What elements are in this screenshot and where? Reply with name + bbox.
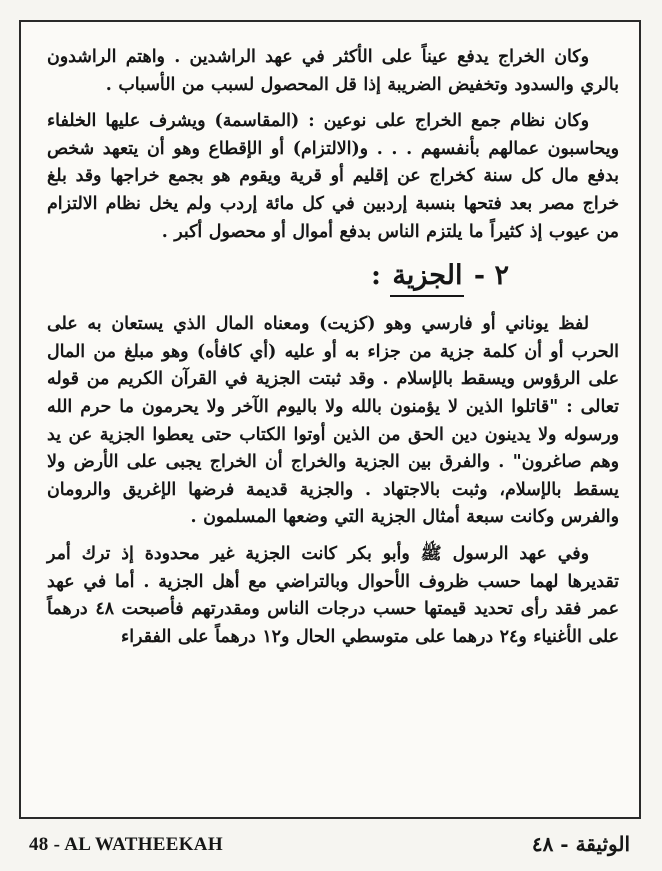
paragraph-jizya-history: وفي عهد الرسول ﷺ وأبو بكر كانت الجزية غير محدودة إذ ترك أمر تقديرها لهما حسب ظروف الأحوال وبالتراضي مع أهل الجزية . أما في عهد عمر فقد رأى تحديد قيمتها حسب درجات الناس ومقدرتهم فأصبحت ٤٨ درهماً على الأغنياء و٢٤ درهما على متوسطي الحال و١٢ درهماً على الفقراء	[47, 543, 619, 647]
section-title: الجزية	[390, 258, 464, 297]
section-heading-jizya	[47, 256, 509, 297]
page-frame	[19, 20, 641, 819]
document-body	[21, 22, 639, 817]
section-dash: -	[464, 260, 495, 292]
section-colon: :	[371, 260, 391, 292]
footer-page-label-arabic: الوثيقة - ٤٨	[531, 832, 630, 856]
page-footer	[0, 828, 662, 862]
paragraph-kharaj-payment: وكان الخراج يدفع عيناً على الأكثر في عهد الراشدين . واهتم الراشدون بالري والسدود وتخفيض الضريبة إذا قل المحصول لسبب من الأسباب .	[47, 47, 619, 95]
paragraph-jizya-definition: لفظ يوناني أو فارسي وهو (كزيت) ومعناه المال الذي يستعان به على الحرب أو أن كلمة جزية من جزاء به أو عليه (أي كافأه) وهو مبلغ من المال على الرؤوس ويسقط بالإسلام . وقد ثبتت الجزية في القرآن الكريم من قوله تعالى : "قاتلوا الذين لا يؤمنون بالله ولا باليوم الآخر ولا يحرمون ما حرم الله ورسوله ولا يدينون دين الحق من الذين أوتوا الكتاب حتى يعطوا الجزية عن يد وهم صاغرون" . والفرق بين الجزية والخراج أن الخراج يجبى على الأرض ولا يسقط بالإسلام، وثبت بالاجتهاد . والجزية قديمة فرضها الإغريق والرومان والفرس وكانت سبعة أمثال الجزية التي وضعها المسلمون .	[47, 314, 619, 528]
footer-page-label-english: 48 - AL WATHEEKAH	[29, 834, 223, 855]
paragraph-kharaj-collection: وكان نظام جمع الخراج على نوعين : (المقاسمة) ويشرف عليها الخلفاء ويحاسبون عمالهم بأنفسهم . . . و(الالتزام) أو الإقطاع وهو أن يتعهد شخص بدفع مال كل سنة كخراج عن إقليم أو قرية ويقوم هو بجمع خراجها وقد بلغ خراج مصر بعد فتحها بنسبة إردبين في كل مائة إردب ولم يخل نظام الالتزام من عيوب إذ كثيراً ما يلتزم الناس بدفع أموال أو محصول أكبر .	[47, 111, 619, 242]
section-number: ٢	[494, 260, 509, 292]
